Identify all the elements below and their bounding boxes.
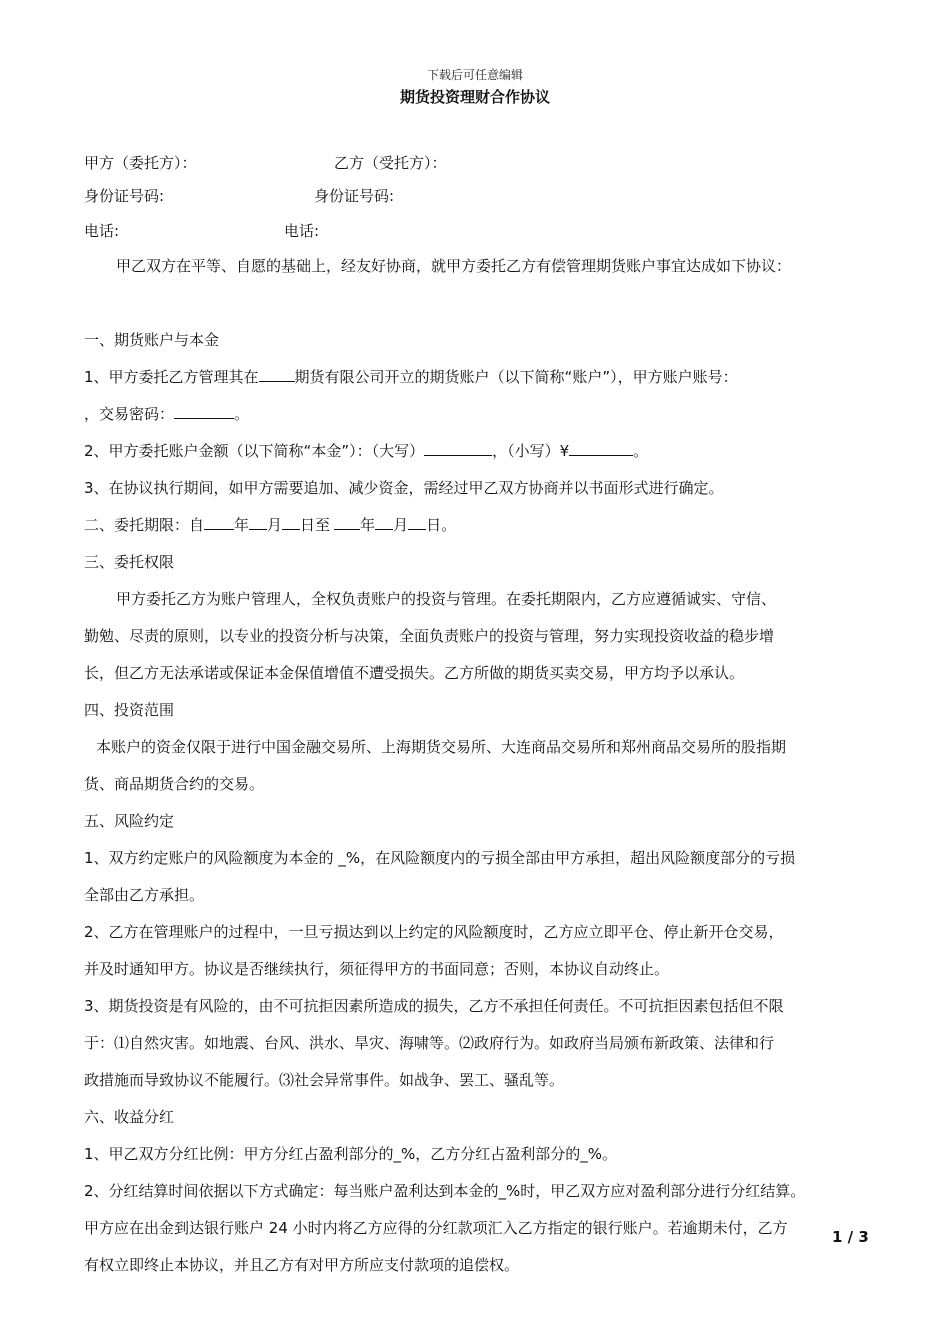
header-note: 下载后可任意编辑 [426, 68, 523, 82]
spacer [84, 291, 884, 328]
section-5-line: 2、乙方在管理账户的过程中，一旦亏损达到以上约定的风险额度时，乙方应立即平仓、停止新开仓交易， [84, 923, 784, 941]
phone-b-label: 电话: [284, 222, 320, 240]
section-6-heading: 六、收益分红 [84, 1108, 175, 1126]
clause-text: 期货有限公司开立的期货账户（以下简称“账户”），甲方账户账号： [294, 368, 738, 386]
clause-text: 2、甲方委托账户金额（以下简称“本金”）：（大写） [84, 442, 425, 460]
clause-text: 日。 [426, 516, 457, 534]
section-5-line: 于：⑴自然灾害。如地震、台风、洪水、旱灾、海啸等。⑵政府行为。如政府当局颁布新政策、法律和行 [84, 1034, 775, 1052]
clause-text: 日至 [300, 516, 331, 534]
party-a-label: 甲方（委托方）： [84, 154, 197, 172]
party-b-label: 乙方（受托方）： [334, 154, 447, 172]
section-1-clause-1-cont [84, 402, 884, 439]
clause-text: 年 [234, 516, 250, 534]
clause-text: 。 [633, 442, 649, 460]
section-6-line: 1、甲乙双方分红比例：甲方分红占盈利部分的_%，乙方分红占盈利部分的_%。 [84, 1145, 618, 1163]
clause-text: ，（小写）¥ [492, 442, 570, 460]
section-5-line: 全部由乙方承担。 [84, 886, 205, 904]
id-b-label: 身份证号码: [314, 187, 395, 205]
section-1-clause-3: 3、在协议执行期间，如甲方需要追加、减少资金，需经过甲乙双方协商并以书面形式进行确定。 [84, 479, 724, 497]
intro-paragraph: 甲乙双方在平等、自愿的基础上，经友好协商，就甲方委托乙方有偿管理期货账户事宜达成如下协议： [116, 257, 792, 275]
blank-line [334, 514, 360, 530]
document-title: 期货投资理财合作协议 [399, 88, 550, 106]
section-1-clause-2 [84, 439, 884, 476]
section-3-line: 甲方委托乙方为账户管理人，全权负责账户的投资与管理。在委托期限内，乙方应遵循诚实、守信、 [116, 590, 777, 608]
blank-line [408, 514, 426, 530]
blank-line [174, 403, 234, 419]
section-3-line: 勤勉、尽责的原则，以专业的投资分析与决策，全面负责账户的投资与管理，努力实现投资收益的稳步增 [84, 627, 775, 645]
section-3-line: 长，但乙方无法承诺或保证本金保值增值不遭受损失。乙方所做的期货买卖交易，甲方均予以承认。 [84, 664, 745, 682]
section-5-line: 并及时通知甲方。协议是否继续执行，须征得甲方的书面同意；否则，本协议自动终止。 [84, 960, 670, 978]
blank-line [259, 366, 295, 382]
clause-text: 1、甲方委托乙方管理其在 [84, 368, 259, 386]
section-5-line: 政措施而导致协议不能履行。⑶社会异常事件。如战争、罢工、骚乱等。 [84, 1071, 565, 1089]
blank-line [424, 440, 492, 456]
section-2-term [84, 513, 884, 550]
section-5-line: 1、双方约定账户的风险额度为本金的 _%，在风险额度内的亏损全部由甲方承担，超出风险额度部分的亏损 [84, 849, 796, 867]
section-3-heading: 三、委托权限 [84, 553, 175, 571]
clause-text: ，交易密码： [84, 405, 175, 423]
clause-text: 二、委托期限：自 [84, 516, 205, 534]
section-6-line: 甲方应在出金到达银行账户 24 小时内将乙方应得的分红款项汇入乙方指定的银行账户。若逾期未付，乙方 [84, 1219, 788, 1237]
section-1-heading: 一、期货账户与本金 [84, 331, 220, 349]
section-6-line: 有权立即终止本协议，并且乙方有对甲方所应支付款项的追偿权。 [84, 1256, 520, 1274]
blank-line [204, 514, 234, 530]
section-6-line: 2、分红结算时间依据以下方式确定：每当账户盈利达到本金的_%时，甲乙双方应对盈利部分进行分红结算。 [84, 1182, 806, 1200]
section-4-line: 本账户的资金仅限于进行中国金融交易所、上海期货交易所、大连商品交易所和郑州商品交易所的股指期 [96, 738, 787, 756]
clause-text: 年 [360, 516, 376, 534]
section-4-heading: 四、投资范围 [84, 701, 175, 719]
id-a-label: 身份证号码: [84, 187, 165, 205]
clause-text: 。 [234, 405, 250, 423]
blank-line [375, 514, 393, 530]
section-5-line: 3、期货投资是有风险的，由不可抗拒因素所造成的损失，乙方不承担任何责任。不可抗拒因素包括但不限 [84, 997, 784, 1015]
section-4-line: 货、商品期货合约的交易。 [84, 775, 265, 793]
clause-text: 月 [267, 516, 283, 534]
agreement-body [84, 254, 884, 1290]
section-1-clause-1 [84, 365, 884, 402]
clause-text: 月 [393, 516, 409, 534]
phone-a-label: 电话: [84, 222, 120, 240]
blank-line [569, 440, 633, 456]
section-5-heading: 五、风险约定 [84, 812, 175, 830]
page-number: 1 / 3 [832, 1228, 869, 1246]
blank-line [249, 514, 267, 530]
blank-line [282, 514, 300, 530]
